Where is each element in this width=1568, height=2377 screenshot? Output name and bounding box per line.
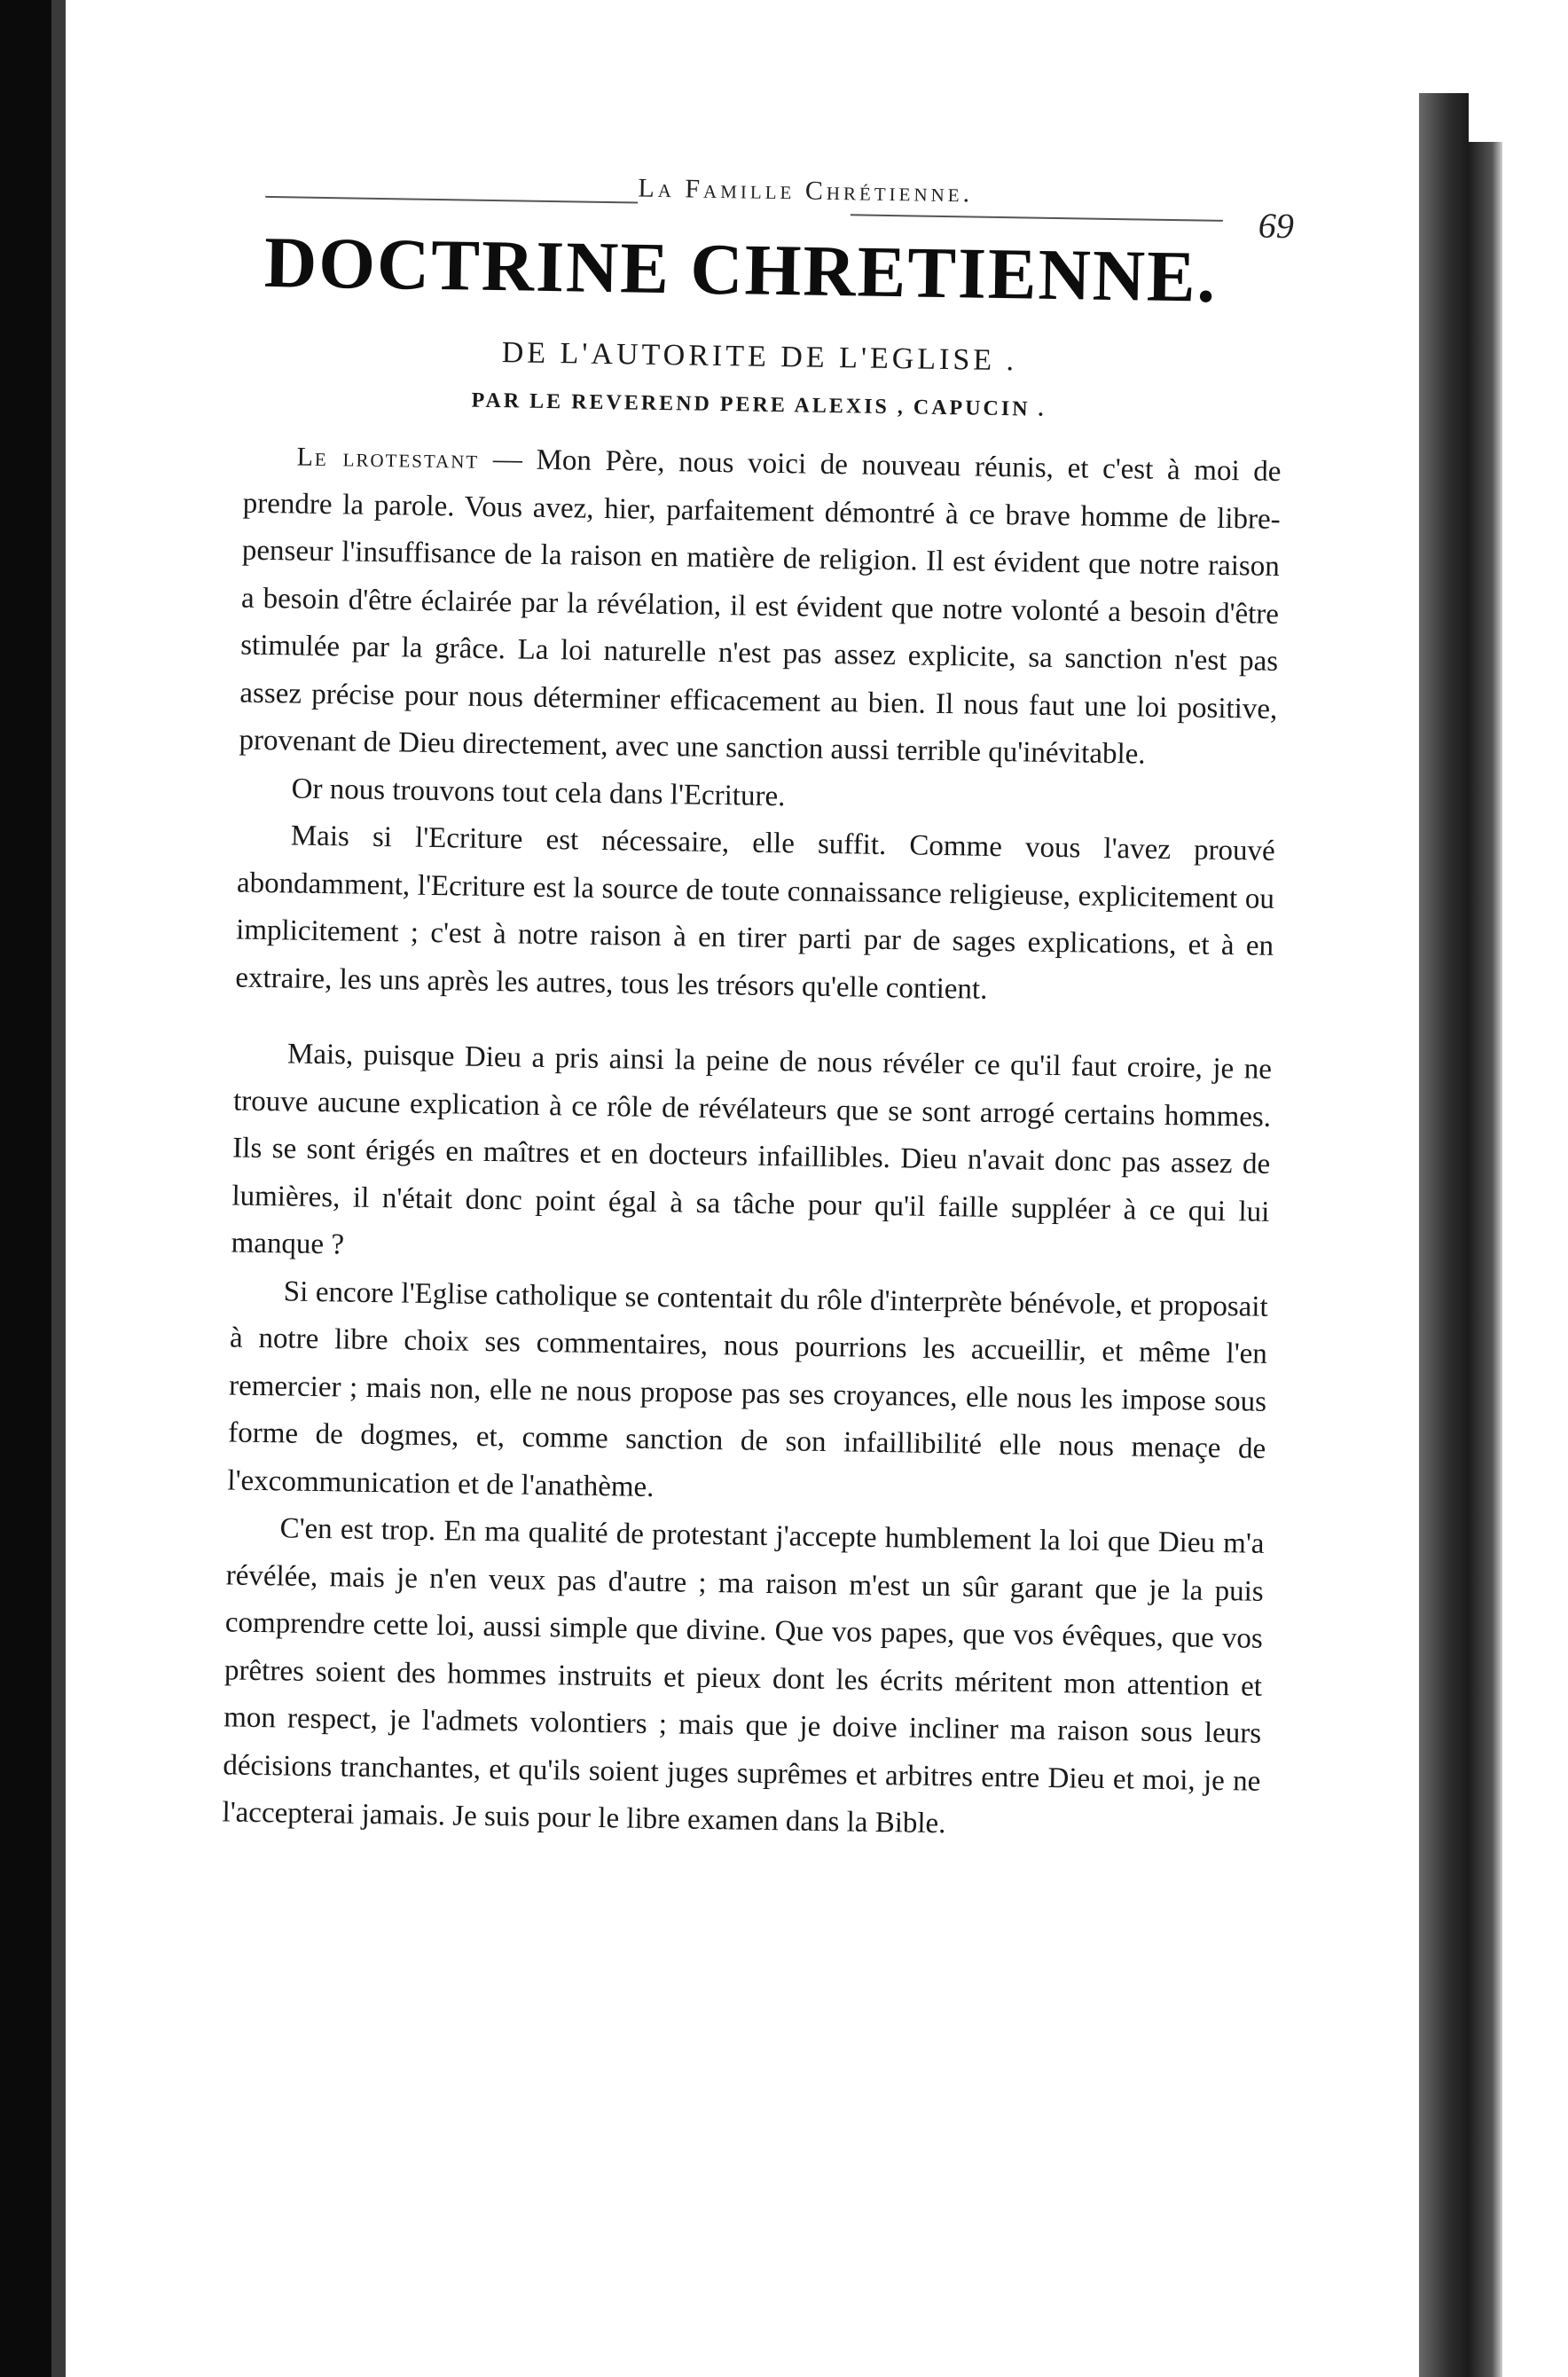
page-edge-right [1419,0,1568,2377]
header-rule-left [265,196,638,204]
page-content [186,151,1313,1854]
header-rule-right [851,214,1223,222]
binding-shadow-left [0,0,66,2377]
page-edge-shadow [1419,93,1469,2377]
paragraph: Or nous trouvons tout cela dans l'Ecriture. [291,772,786,812]
paragraph [239,433,1282,781]
article-byline: PAR LE REVEREND PERE ALEXIS , CAPUCIN . [471,388,1047,421]
running-title: La Famille Chrétienne. [638,173,974,208]
paragraph: C'en est trop. En ma qualité de protestant j'accepte humblement la loi que Dieu m'a révélée, mais je n'en veux pas d'autre ; ma raison m'est un sûr garant que je la puis comprendre cette loi, aussi simple que divine. Que vos papes, que vos évêques, que vos prêtres soient des hommes instruits et pieux dont les écrits méritent mon attention et mon respect, je l'admets volontiers ; mais que je doive incliner ma raison sous leurs décisions tranchantes, et qu'ils soient juges suprêmes et arbitres entre Dieu et moi, je ne l'accepterai jamais. Je suis pour le libre examen dans la Bible. [222,1512,1265,1840]
paragraph: Mais, puisque Dieu a pris ainsi la peine de nous révéler ce qu'il faut croire, je ne trouve aucune explication à ce rôle de révélateurs que se sont arrogé certains hommes. Ils se sont érigés en maîtres et en docteurs infaillibles. Dieu n'avait donc pas assez de lumières, il n'était donc point égal à sa tâche pour qu'il faille suppléer à ce qui lui manque ? [231,1038,1273,1261]
page-edge-gradient [1469,142,1502,2377]
speaker-label: Le lrotestant [296,442,480,475]
paragraph: Mais si l'Ecriture est nécessaire, elle suffit. Comme vous l'avez prouvé abondamment, l'Ecriture est la source de toute connaissance religieuse, explicitement ou implicitement ; c'est à notre raison à en tirer parti par de sages explications, et à en extraire, les uns après les autres, tous les trésors qu'elle contient. [235,820,1276,1006]
paragraph: Si encore l'Eglise catholique se contentait du rôle d'interprète bénévole, et proposait à notre libre choix ses commentaires, nous pourrions les accueillir, et même l'en remercier ; mais non, elle ne nous propose pas ses croyances, elle nous les impose sous forme de dogmes, et, comme sanction de son infaillibilité elle nous menaçe de l'excommunication et de l'anathème. [227,1275,1268,1503]
paragraph-text: — Mon Père, nous voici de nouveau réunis, et c'est à moi de prendre la parole. Vous avez, hier, parfaitement démontré à ce brave homme de libre-penseur l'insuffisance de la raison en matière de religion. Il est évident que notre raison a besoin d'être éclairée par la révélation, il est évident que notre volonté a besoin d'être stimulée par la grâce. La loi naturelle n'est pas assez explicite, sa sanction n'est pas assez précise pour nous déterminer efficacement au bien. Il nous faut une loi positive, provenant de Dieu directement, avec une sanction aussi terrible qu'inévitable. [239,443,1282,771]
article-subtitle: DE L'AUTORITE DE L'EGLISE . [501,336,1018,378]
article-title: DOCTRINE CHRETIENNE. [263,221,1218,318]
article-body [186,432,1308,1854]
running-header [212,151,1313,247]
page-number: 69 [1258,205,1295,247]
